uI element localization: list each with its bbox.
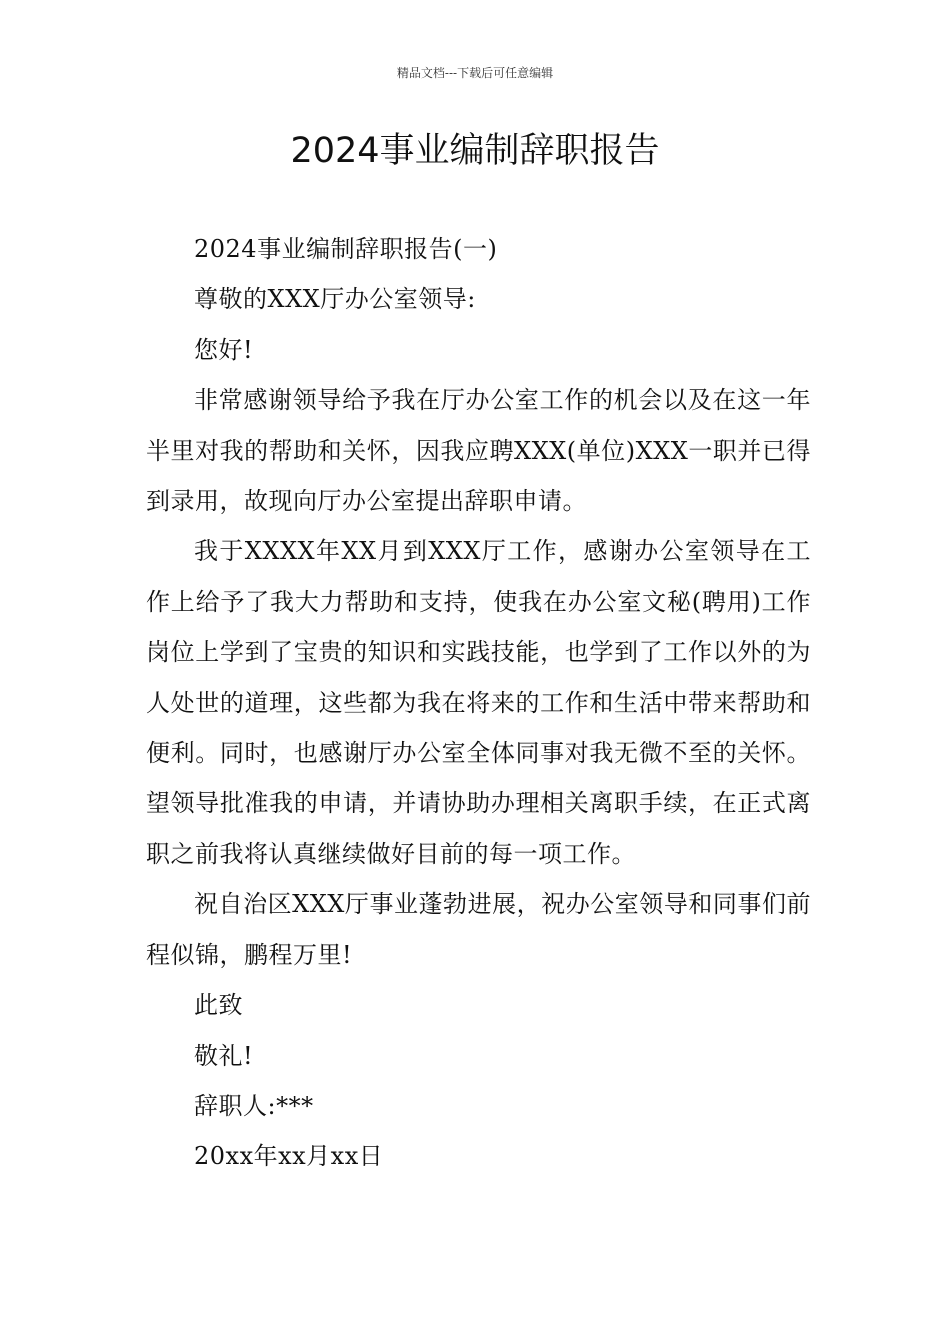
greeting-line: 您好!: [194, 335, 254, 364]
regards-line: 敬礼!: [194, 1041, 254, 1070]
subtitle-line: 2024事业编制辞职报告(一): [194, 235, 498, 263]
body-paragraph: 祝自治区XXX厅事业蓬勃进展，祝办公室领导和同事们前程似锦，鹏程万里!: [146, 890, 811, 969]
document-body: [146, 224, 811, 1182]
page-header: 精品文档---下载后可任意编辑: [396, 66, 554, 80]
body-paragraph: 非常感谢领导给予我在厅办公室工作的机会以及在这一年半里对我的帮助和关怀，因我应聘XXX(单位)XXX一职并已得到录用，故现向厅办公室提出辞职申请。: [146, 386, 811, 516]
salutation-line: 尊敬的XXX厅办公室领导:: [194, 285, 476, 314]
body-paragraph: 我于XXXX年XX月到XXX厅工作，感谢办公室领导在工作上给予了我大力帮助和支持，使我在办公室文秘(聘用)工作岗位上学到了宝贵的知识和实践技能，也学到了工作以外的为人处世的道理，这些都为我在将来的工作和生活中带来帮助和便利。同时，也感谢厅办公室全体同事对我无微不至的关怀。望领导批准我的申请，并请协助办理相关离职手续，在正式离职之前我将认真继续做好目前的每一项工作。: [146, 537, 811, 868]
closing-line: 此致: [194, 991, 243, 1020]
document-title: 2024事业编制辞职报告: [290, 131, 660, 171]
signature-line: 辞职人:***: [194, 1091, 314, 1120]
date-line: 20xx年xx月xx日: [194, 1142, 384, 1171]
